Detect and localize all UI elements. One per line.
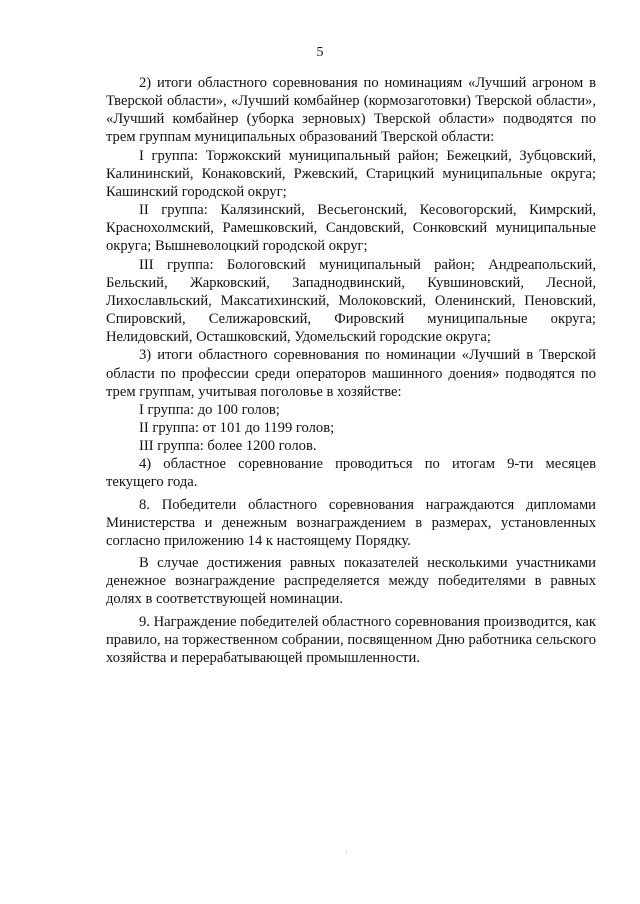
paragraph-group-3-livestock: III группа: более 1200 голов. [139, 438, 317, 455]
paragraph-results-agronomist-combiner: 2) итоги областного соревнования по номинациям «Лучший агроном в Тверской области», «Лучший комбайнер (кормозаготовки) Тверской области», «Лучший комбайнер (уборка зерновых) Тверской области» подводятся по трем группам муниципальных образований Тверской области: [106, 75, 596, 146]
paragraph-group-3-municipal: III группа: Бологовский муниципальный район; Андреапольский, Бельский, Жарковский, Западнодвинский, Кувшиновский, Лесной, Лихославльский, Максатихинский, Молоковский, Оленинский, Пеновский, Спировский, Селижаровский, Фировский муниципальные округа; Нелидовский, Осташковский, Удомельский городские округа; [106, 256, 596, 346]
paragraph-group-2-municipal: II группа: Калязинский, Весьегонский, Кесовогорский, Кимрский, Краснохолмский, Рамешковский, Сандовский, Сонковский муниципальные округа; Вышневолоцкий городской округ; [106, 202, 596, 255]
paragraph-award-ceremony: 9. Награждение победителей областного соревнования производится, как правило, на торжественном собрании, посвященном Дню работника сельского хозяйства и перерабатывающей промышленности. [106, 613, 596, 666]
document-body [106, 74, 596, 667]
paragraph-winners-awards: 8. Победители областного соревнования награждаются дипломами Министерства и денежным вознаграждением в размерах, установленных согласно приложению 14 к настоящему Порядку. [106, 496, 596, 549]
paragraph-group-1-livestock: I группа: до 100 голов; [139, 401, 280, 418]
paragraph-group-1-municipal: I группа: Торжокский муниципальный район; Бежецкий, Зубцовский, Калининский, Конаковский, Ржевский, Старицкий муниципальные округа; Кашинский городской округ; [106, 147, 596, 200]
page-number: 5 [316, 45, 324, 60]
paragraph-group-2-livestock: II группа: от 101 до 1199 голов; [139, 419, 335, 436]
paragraph-competition-period: 4) областное соревнование проводиться по итогам 9-ти месяцев текущего года. [106, 456, 596, 491]
paragraph-results-milking-operators: 3) итоги областного соревнования по номинации «Лучший в Тверской области по профессии среди операторов машинного доения» подводятся по трем группам, учитывая поголовье в хозяйстве: [106, 347, 596, 400]
paragraph-equal-results: В случае достижения равных показателей несколькими участниками денежное вознаграждение распределяется между победителями в равных долях в соответствующей номинации. [106, 555, 596, 608]
scan-mark: · [345, 848, 348, 857]
